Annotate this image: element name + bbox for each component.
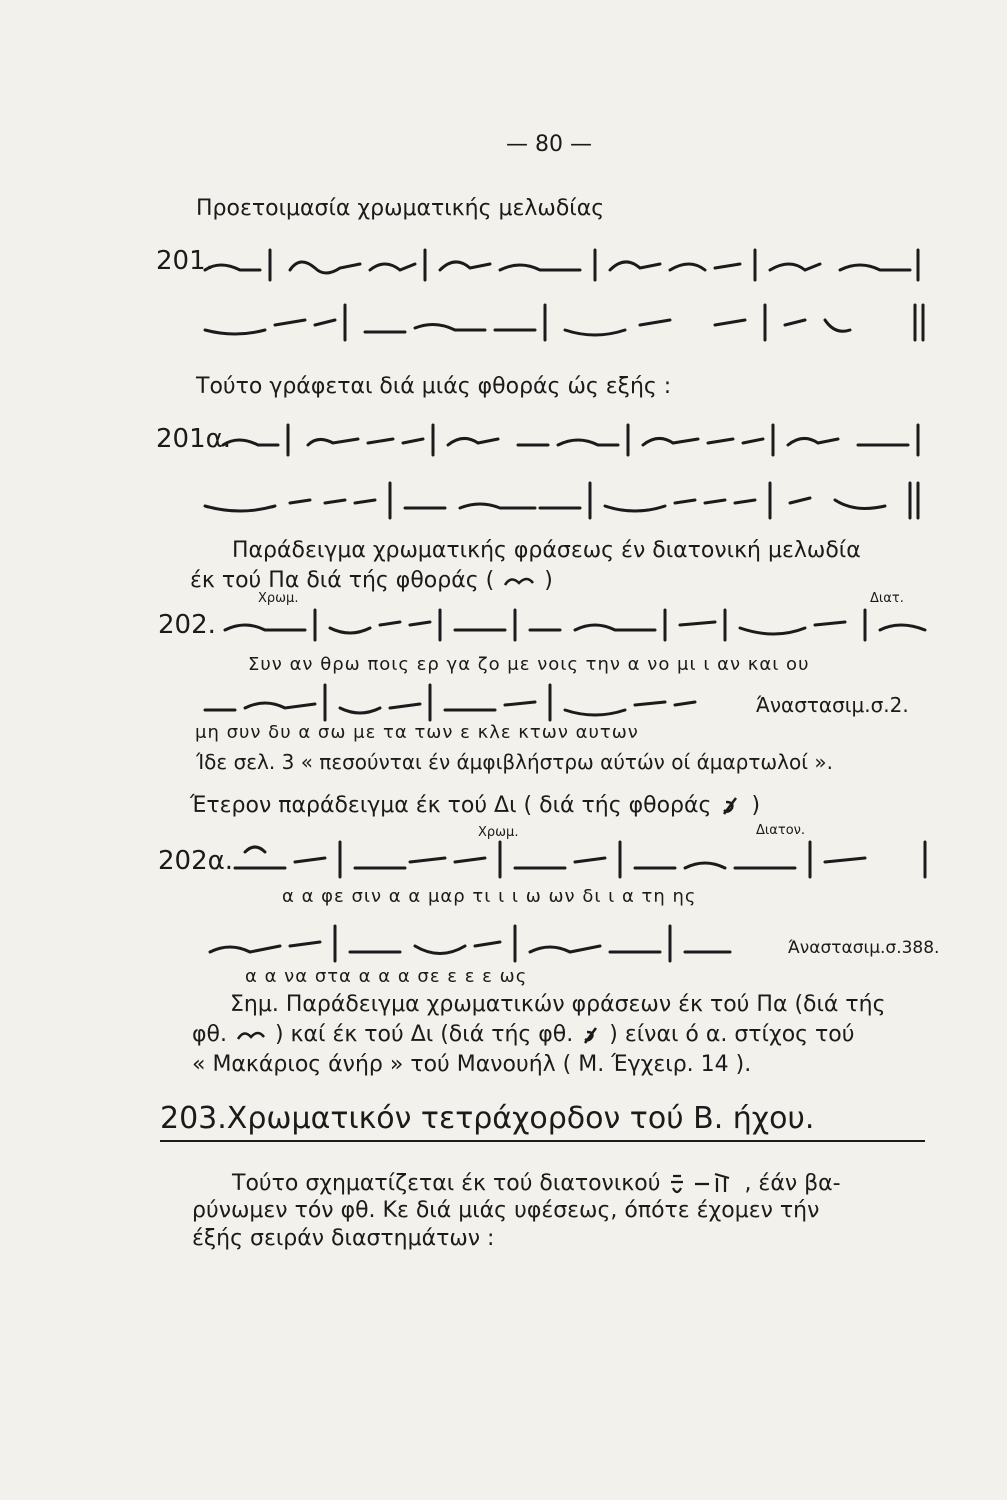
paragraph-example-line-2	[190, 570, 553, 592]
paragraph-example-line-1: Παράδειγμα χρωματικής φράσεως έν διατονική μελωδία	[232, 538, 861, 563]
para203-line-1-text: Τούτο σχηματίζεται έκ τού διατονικού	[232, 1171, 661, 1196]
other-example-text: Έτερον παράδειγμα έκ τού Δι ( διά τής φθοράς	[190, 793, 712, 818]
fthora-di-sign-note	[580, 1024, 602, 1046]
example-202a-source: Άναστασιμ.σ.388.	[788, 938, 940, 958]
para203-line-1-end: , έάν βα-	[744, 1171, 841, 1196]
para203-line-2: ρύνωμεν τόν φθ. Κε διά μιάς υφέσεως, όπότε έχομεν τήν	[192, 1198, 820, 1223]
example-202-syllables-2: μη συν δυ α σω με τα των ε κλε κτων αυτων	[195, 722, 639, 743]
note-line-2-b: ) καί έκ τού Δι (διά τής φθ.	[274, 1022, 574, 1047]
note-line-1: Σημ. Παράδειγμα χρωματικών φράσεων έκ τού Πα (διά τής	[230, 992, 886, 1017]
heading-preparation: Προετοιμασία χρωματικής μελωδίας	[196, 196, 605, 221]
para203-line-1	[232, 1170, 841, 1198]
example-202-neumes-line-1	[215, 600, 935, 650]
example-202-syllables-1: Συν αν θρω ποις ερ γα ζο με νοις την α νο μι ι αν και ου	[248, 654, 810, 675]
example-202-number: 202.	[158, 610, 216, 640]
paragraph-example-line-2-text: έκ τού Πα διά τής φθοράς (	[190, 568, 495, 593]
paragraph-example-line-2-end: )	[544, 568, 553, 593]
martyria-sign	[667, 1170, 737, 1198]
example-201a-neumes-line-1	[218, 415, 928, 465]
other-example-end: )	[751, 793, 761, 818]
example-202-label-diat: Διατ.	[870, 591, 904, 606]
example-202-label-chrom: Χρωμ.	[258, 591, 299, 606]
example-201-number: 201.	[156, 246, 214, 276]
example-202a-label-chrom: Χρωμ.	[478, 825, 519, 840]
example-201-neumes-line-1	[200, 240, 920, 290]
page-number: — 80 —	[506, 132, 592, 157]
example-202-note: Ίδε σελ. 3 « πεσούνται έν άμφιβλήστρω αύτών οί άμαρτωλοί ».	[196, 750, 833, 774]
other-example-line	[190, 794, 760, 818]
fthora-di-sign	[718, 794, 744, 818]
example-201a-number: 201α.	[156, 424, 232, 454]
fthora-pa-sign	[501, 571, 537, 591]
example-202a-label-diat: Διατον.	[756, 823, 806, 838]
example-201-neumes-line-2	[195, 300, 935, 350]
example-202a-syllables-1: α α φε σιν α α μαρ τι ι ι ω ων δι ι α τη ης	[282, 886, 697, 907]
example-202a-neumes-line-1	[225, 832, 935, 888]
note-line-2-c: ) είναι ό α. στίχος τού	[609, 1022, 855, 1047]
example-202a-number: 202α.	[158, 846, 234, 876]
fthora-pa-sign-note	[234, 1025, 268, 1045]
note-line-3: « Μακάριος άνήρ » τού Μανουήλ ( Μ. Έγχειρ. 14 ).	[192, 1052, 752, 1077]
para203-line-3: έξής σειράν διαστημάτων :	[192, 1226, 495, 1251]
section-203-heading: 203.Χρωματικόν τετράχορδον τού Β. ήχου.	[160, 1101, 815, 1136]
example-202-source: Άναστασιμ.σ.2.	[756, 693, 909, 717]
section-203-underline	[160, 1140, 925, 1142]
text-fthora: Τούτο γράφεται διά μιάς φθοράς ώς εξής :	[196, 374, 672, 399]
example-202a-neumes-line-2	[200, 916, 770, 972]
note-line-2-a: φθ.	[192, 1022, 227, 1047]
example-202a-syllables-2: α α να στα α α α σε ε ε ε ως	[245, 966, 528, 987]
note-line-2	[192, 1024, 855, 1046]
example-201a-neumes-line-2	[195, 478, 935, 528]
